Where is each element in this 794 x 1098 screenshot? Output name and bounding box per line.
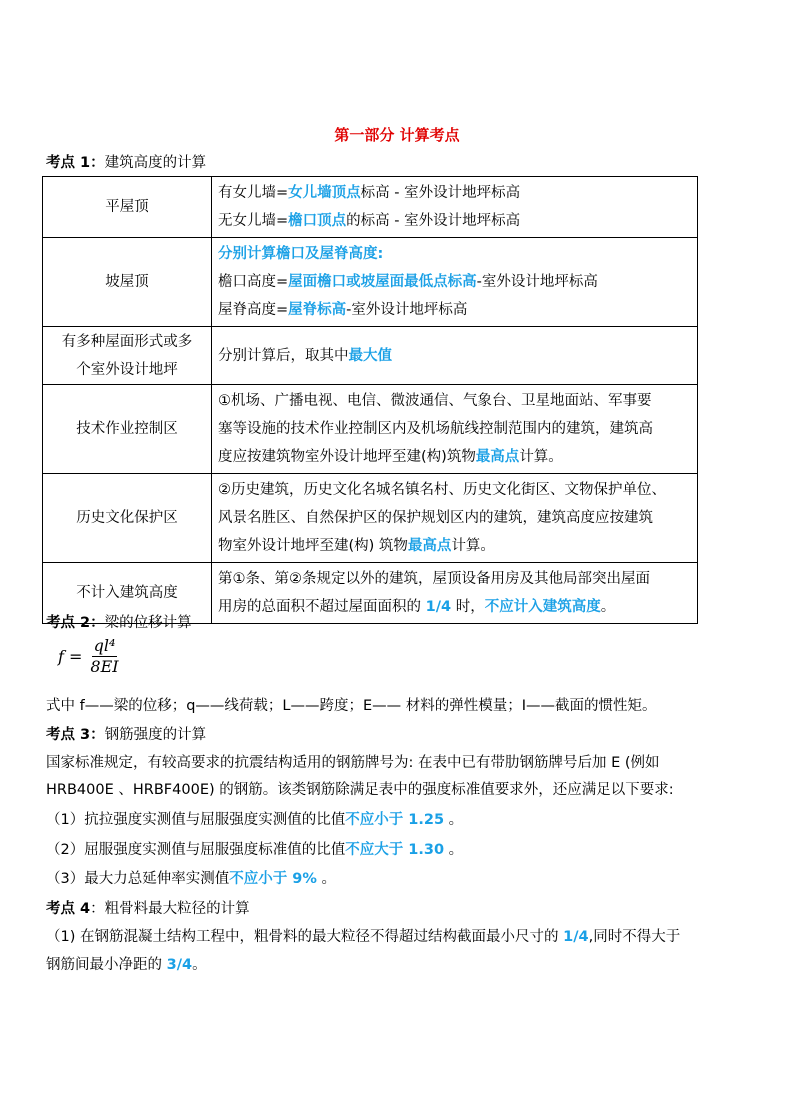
text: -室外设计地坪标高 xyxy=(346,302,468,318)
highlight-text: 最高点 xyxy=(407,538,452,554)
list-item xyxy=(46,807,463,833)
label-line: 个室外设计地坪 xyxy=(76,361,178,378)
building-height-table xyxy=(42,176,698,624)
text: 标高 - 室外设计地坪标高 xyxy=(360,185,521,201)
text: 用房的总面积不超过屋面面积的 xyxy=(218,599,426,615)
highlight-text: 女儿墙顶点 xyxy=(288,185,361,201)
formula-numerator: ql⁴ xyxy=(93,636,116,655)
highlight-text: 分别计算檐口及屋脊高度: xyxy=(218,246,384,262)
text: 有女儿墙= xyxy=(218,185,289,201)
text: 第①条、第②条规定以外的建筑，屋顶设备用房及其他局部突出屋面 xyxy=(218,571,650,587)
text: （2）屈服强度实测值与屈服强度标准值的比值 xyxy=(46,842,346,858)
page-title: 第一部分 计算考点 xyxy=(334,126,460,144)
text: 。 xyxy=(444,812,464,828)
beam-deflection-formula xyxy=(58,636,121,677)
kaodian-3-text: 钢筋强度的计算 xyxy=(104,727,207,743)
text: 塞等设施的技术作业控制区内及机场航线控制范围内的建筑，建筑高 xyxy=(218,421,653,437)
table-row xyxy=(43,474,698,563)
kaodian-1-heading xyxy=(46,151,206,172)
kaodian-3-heading xyxy=(46,723,206,744)
text: 分别计算后，取其中 xyxy=(218,347,349,364)
row-label: 技术作业控制区 xyxy=(43,385,212,474)
row-content xyxy=(212,385,698,474)
table-row xyxy=(43,238,698,327)
highlight-text: 最高点 xyxy=(475,449,520,465)
paragraph: 国家标准规定，有较高要求的抗震结构适用的钢筋牌号为: 在表中已有带肋钢筋牌号后加 E (例如 xyxy=(46,755,660,771)
text: 计算。 xyxy=(451,538,495,554)
highlight-text: 1/4 xyxy=(563,929,589,945)
highlight-text: 不应计入建筑高度 xyxy=(484,599,601,615)
row-content xyxy=(212,327,698,385)
highlight-text: 不应小于 1.25 xyxy=(345,812,445,828)
text: ,同时不得大于 xyxy=(588,929,681,945)
highlight-text: 檐口顶点 xyxy=(288,213,347,229)
paragraph: HRB400E 、HRBF400E) 的钢筋。该类钢筋除满足表中的强度标准值要求外，还应满足以下要求: xyxy=(46,782,674,798)
text: ②历史建筑，历史文化名城名镇名村、历史文化街区、文物保护单位、 xyxy=(218,482,666,498)
text: 无女儿墙= xyxy=(218,213,289,229)
row-label xyxy=(43,327,212,385)
text: 钢筋间最小净距的 xyxy=(46,957,167,973)
highlight-text: 屋面檐口或坡屋面最低点标高 xyxy=(288,274,477,290)
text: 度应按建筑物室外设计地坪至建(构)筑物 xyxy=(218,449,476,465)
highlight-text: 不应小于 9% xyxy=(229,871,317,887)
text: 。 xyxy=(316,871,337,887)
text: （3）最大力总延伸率实测值 xyxy=(46,871,230,887)
paragraph xyxy=(46,952,207,978)
text: （1) 在钢筋混凝土结构工程中，粗骨料的最大粒径不得超过结构截面最小尺寸的 xyxy=(46,929,564,945)
highlight-text: 屋脊标高 xyxy=(288,302,347,318)
kaodian-1-text: 建筑高度的计算 xyxy=(104,155,207,171)
highlight-text: 3/4 xyxy=(166,957,193,973)
kaodian-4-heading xyxy=(46,897,250,918)
kaodian-1-label: 考点 1： xyxy=(46,155,105,171)
row-label: 坡屋顶 xyxy=(43,238,212,327)
row-content xyxy=(212,177,698,238)
text: 时， xyxy=(451,599,485,615)
table-row xyxy=(43,327,698,385)
formula-description: 式中 f——梁的位移；q——线荷载；L——跨度；E—— 材料的弹性模量；I——截面的惯性矩。 xyxy=(46,698,657,714)
text: 风景名胜区、自然保护区的保护规划区内的建筑，建筑高度应按建筑 xyxy=(218,510,653,526)
text: ①机场、广播电视、电信、微波通信、气象台、卫星地面站、军事要 xyxy=(218,393,652,409)
row-label: 不计入建筑高度 xyxy=(43,563,212,624)
row-content xyxy=(212,563,698,624)
highlight-text: 1/4 xyxy=(425,599,452,615)
list-item xyxy=(46,837,463,863)
formula-denominator: 8EI xyxy=(90,657,119,676)
row-content xyxy=(212,474,698,563)
kaodian-2-text: 梁的位移计算 xyxy=(104,615,192,631)
text: -室外设计地坪标高 xyxy=(476,274,598,290)
text: 物室外设计地坪至建(构) 筑物 xyxy=(218,538,408,554)
paragraph xyxy=(46,924,680,950)
highlight-text: 不应大于 1.30 xyxy=(345,842,445,858)
text: 。 xyxy=(192,957,207,973)
kaodian-3-label: 考点 3： xyxy=(46,727,105,743)
text: （1）抗拉强度实测值与屈服强度实测值的比值 xyxy=(46,812,346,828)
kaodian-4-text: ：粗骨料最大粒径的计算 xyxy=(90,901,250,917)
row-label: 平屋顶 xyxy=(43,177,212,238)
text: 。 xyxy=(600,599,616,615)
table-row xyxy=(43,385,698,474)
text: 屋脊高度= xyxy=(218,302,289,318)
text: 计算。 xyxy=(519,449,563,465)
list-item xyxy=(46,866,336,892)
kaodian-2-label: 考点 2： xyxy=(46,615,105,631)
formula-lhs: f = xyxy=(58,647,83,666)
formula-fraction xyxy=(88,636,120,677)
kaodian-2-heading xyxy=(46,611,192,632)
text: 的标高 - 室外设计地坪标高 xyxy=(346,213,521,229)
label-line: 有多种屋面形式或多 xyxy=(61,333,193,350)
text: 檐口高度= xyxy=(218,274,289,290)
highlight-text: 最大值 xyxy=(348,347,392,364)
table-row xyxy=(43,177,698,238)
kaodian-4-label: 考点 4 xyxy=(46,901,91,917)
row-label: 历史文化保护区 xyxy=(43,474,212,563)
row-content xyxy=(212,238,698,327)
text: 。 xyxy=(444,842,464,858)
